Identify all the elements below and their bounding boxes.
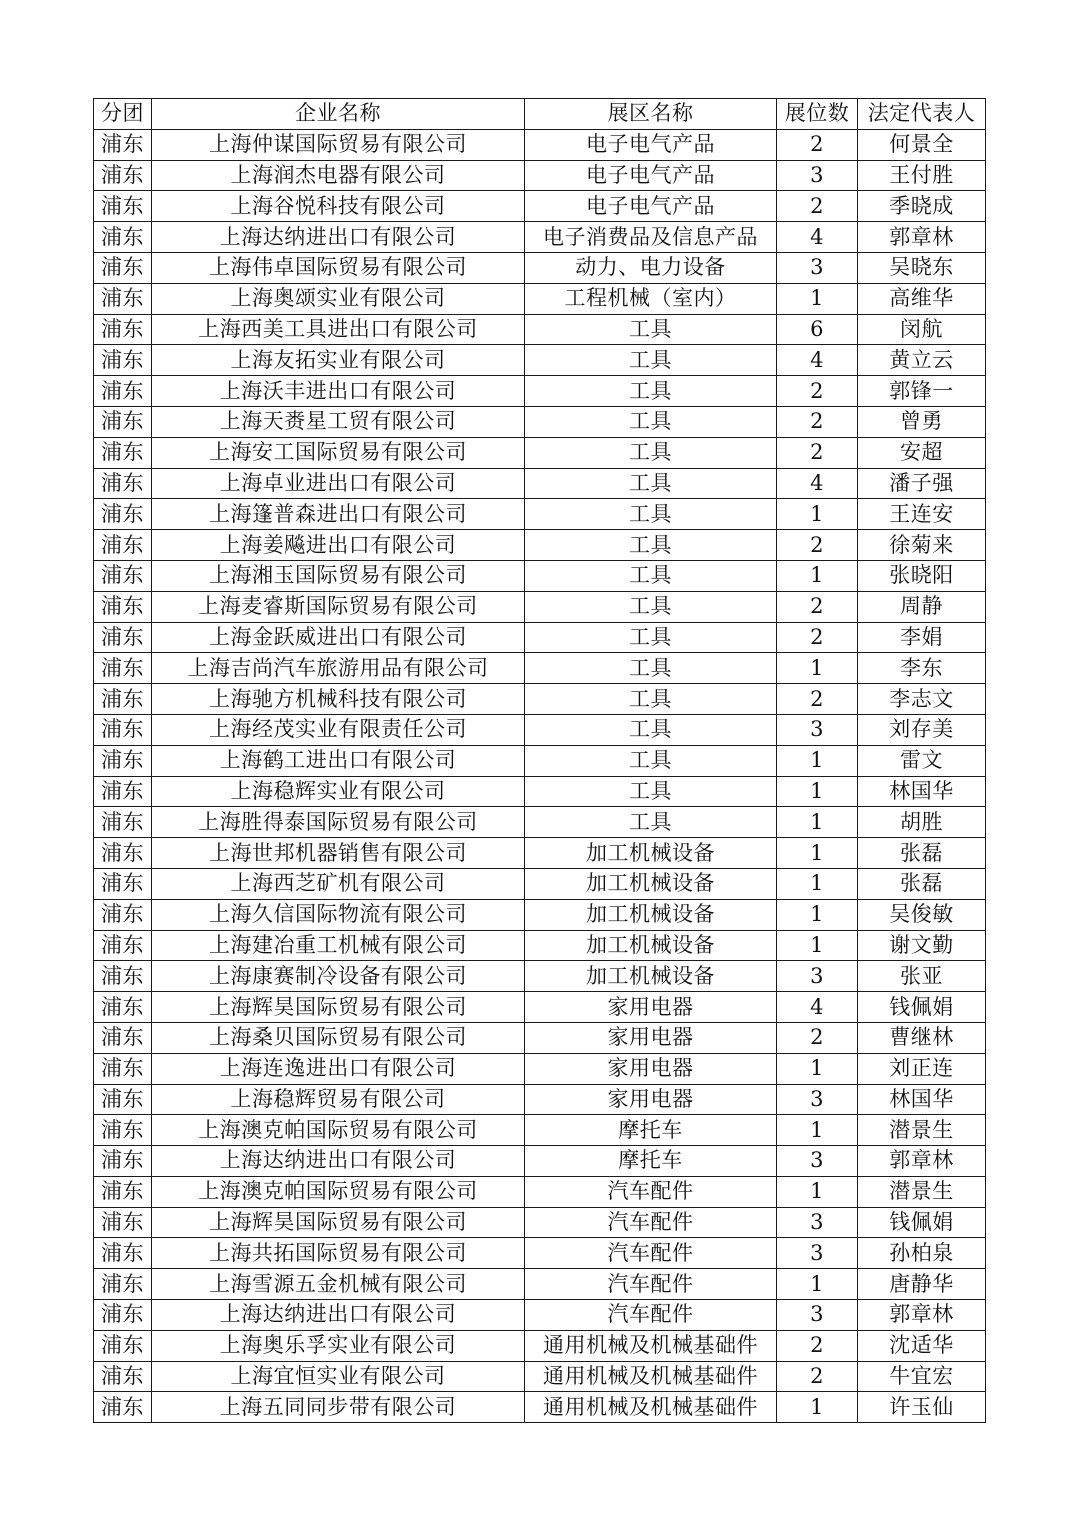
table-body <box>94 129 986 1422</box>
cell-rep: 许玉仙 <box>858 1392 986 1423</box>
cell-company: 上海友拓实业有限公司 <box>152 345 525 376</box>
cell-rep: 张磊 <box>858 868 986 899</box>
cell-company: 上海仲谋国际贸易有限公司 <box>152 129 525 160</box>
cell-company: 上海安工国际贸易有限公司 <box>152 437 525 468</box>
cell-company: 上海金跃威进出口有限公司 <box>152 622 525 653</box>
cell-company: 上海胜得泰国际贸易有限公司 <box>152 807 525 838</box>
header-group: 分团 <box>94 99 152 130</box>
cell-rep: 李娟 <box>858 622 986 653</box>
cell-company: 上海连逸进出口有限公司 <box>152 1053 525 1084</box>
cell-company: 上海湘玉国际贸易有限公司 <box>152 560 525 591</box>
cell-group: 浦东 <box>94 314 152 345</box>
cell-rep: 谢文勤 <box>858 930 986 961</box>
cell-company: 上海鹤工进出口有限公司 <box>152 745 525 776</box>
cell-rep: 闵航 <box>858 314 986 345</box>
cell-booths: 4 <box>777 992 858 1023</box>
cell-booths: 1 <box>777 1115 858 1146</box>
cell-rep: 钱佩娟 <box>858 992 986 1023</box>
cell-rep: 孙柏泉 <box>858 1238 986 1269</box>
cell-booths: 2 <box>777 376 858 407</box>
cell-rep: 潜景生 <box>858 1115 986 1146</box>
cell-group: 浦东 <box>94 1084 152 1115</box>
cell-rep: 郭锋一 <box>858 376 986 407</box>
table-row <box>94 622 986 653</box>
cell-booths: 3 <box>777 961 858 992</box>
table-row <box>94 222 986 253</box>
exhibitor-table <box>93 98 986 1423</box>
cell-group: 浦东 <box>94 345 152 376</box>
cell-rep: 黄立云 <box>858 345 986 376</box>
cell-rep: 潜景生 <box>858 1176 986 1207</box>
cell-zone: 汽车配件 <box>525 1176 777 1207</box>
cell-rep: 刘存美 <box>858 714 986 745</box>
cell-booths: 3 <box>777 714 858 745</box>
cell-group: 浦东 <box>94 714 152 745</box>
cell-group: 浦东 <box>94 560 152 591</box>
cell-zone: 工具 <box>525 807 777 838</box>
cell-company: 上海姜飚进出口有限公司 <box>152 530 525 561</box>
cell-zone: 工具 <box>525 499 777 530</box>
table-row <box>94 930 986 961</box>
cell-booths: 4 <box>777 345 858 376</box>
cell-zone: 工具 <box>525 560 777 591</box>
cell-booths: 2 <box>777 530 858 561</box>
cell-group: 浦东 <box>94 1269 152 1300</box>
cell-rep: 郭章林 <box>858 222 986 253</box>
cell-group: 浦东 <box>94 1361 152 1392</box>
cell-rep: 唐静华 <box>858 1269 986 1300</box>
cell-booths: 2 <box>777 1330 858 1361</box>
cell-group: 浦东 <box>94 191 152 222</box>
cell-group: 浦东 <box>94 1392 152 1423</box>
cell-zone: 工具 <box>525 745 777 776</box>
cell-rep: 高维华 <box>858 283 986 314</box>
cell-group: 浦东 <box>94 129 152 160</box>
cell-zone: 加工机械设备 <box>525 868 777 899</box>
table-row <box>94 1269 986 1300</box>
table-row <box>94 992 986 1023</box>
table-row <box>94 807 986 838</box>
cell-company: 上海篷普森进出口有限公司 <box>152 499 525 530</box>
cell-zone: 摩托车 <box>525 1115 777 1146</box>
cell-booths: 1 <box>777 899 858 930</box>
cell-group: 浦东 <box>94 1146 152 1177</box>
table-row <box>94 191 986 222</box>
table-row <box>94 406 986 437</box>
table-row <box>94 1084 986 1115</box>
table-row <box>94 591 986 622</box>
cell-booths: 2 <box>777 437 858 468</box>
table-row <box>94 1176 986 1207</box>
cell-zone: 工具 <box>525 714 777 745</box>
cell-booths: 2 <box>777 406 858 437</box>
table-row <box>94 838 986 869</box>
cell-zone: 家用电器 <box>525 1053 777 1084</box>
cell-rep: 李志文 <box>858 684 986 715</box>
cell-company: 上海世邦机器销售有限公司 <box>152 838 525 869</box>
cell-zone: 加工机械设备 <box>525 838 777 869</box>
table-row <box>94 776 986 807</box>
cell-group: 浦东 <box>94 1238 152 1269</box>
cell-booths: 1 <box>777 1269 858 1300</box>
cell-booths: 1 <box>777 807 858 838</box>
cell-group: 浦东 <box>94 283 152 314</box>
table-row <box>94 560 986 591</box>
cell-rep: 周静 <box>858 591 986 622</box>
cell-company: 上海润杰电器有限公司 <box>152 160 525 191</box>
table-row <box>94 437 986 468</box>
cell-rep: 牛宜宏 <box>858 1361 986 1392</box>
cell-group: 浦东 <box>94 992 152 1023</box>
cell-company: 上海康赛制冷设备有限公司 <box>152 961 525 992</box>
cell-zone: 工具 <box>525 591 777 622</box>
cell-booths: 1 <box>777 1176 858 1207</box>
cell-booths: 2 <box>777 129 858 160</box>
cell-booths: 4 <box>777 222 858 253</box>
cell-company: 上海达纳进出口有限公司 <box>152 1146 525 1177</box>
cell-rep: 胡胜 <box>858 807 986 838</box>
cell-rep: 季晓成 <box>858 191 986 222</box>
cell-group: 浦东 <box>94 1053 152 1084</box>
cell-zone: 工具 <box>525 406 777 437</box>
cell-booths: 1 <box>777 653 858 684</box>
cell-rep: 王连安 <box>858 499 986 530</box>
table-row <box>94 283 986 314</box>
header-company: 企业名称 <box>152 99 525 130</box>
cell-company: 上海久信国际物流有限公司 <box>152 899 525 930</box>
table-row <box>94 868 986 899</box>
cell-rep: 刘正连 <box>858 1053 986 1084</box>
cell-group: 浦东 <box>94 1022 152 1053</box>
cell-booths: 3 <box>777 160 858 191</box>
table-row <box>94 345 986 376</box>
cell-company: 上海西美工具进出口有限公司 <box>152 314 525 345</box>
cell-booths: 4 <box>777 468 858 499</box>
cell-zone: 工具 <box>525 776 777 807</box>
cell-company: 上海桑贝国际贸易有限公司 <box>152 1022 525 1053</box>
cell-rep: 安超 <box>858 437 986 468</box>
cell-zone: 动力、电力设备 <box>525 252 777 283</box>
cell-zone: 工具 <box>525 376 777 407</box>
cell-group: 浦东 <box>94 1330 152 1361</box>
table-row <box>94 1300 986 1331</box>
cell-booths: 1 <box>777 838 858 869</box>
cell-group: 浦东 <box>94 745 152 776</box>
cell-zone: 工具 <box>525 314 777 345</box>
cell-group: 浦东 <box>94 222 152 253</box>
cell-rep: 何景全 <box>858 129 986 160</box>
cell-rep: 沈适华 <box>858 1330 986 1361</box>
cell-booths: 1 <box>777 776 858 807</box>
table-row <box>94 1207 986 1238</box>
table-row <box>94 376 986 407</box>
cell-group: 浦东 <box>94 961 152 992</box>
header-booths: 展位数 <box>777 99 858 130</box>
table-row <box>94 129 986 160</box>
cell-group: 浦东 <box>94 838 152 869</box>
cell-booths: 3 <box>777 1084 858 1115</box>
cell-zone: 电子电气产品 <box>525 160 777 191</box>
cell-group: 浦东 <box>94 1176 152 1207</box>
cell-rep: 潘子强 <box>858 468 986 499</box>
cell-rep: 张磊 <box>858 838 986 869</box>
cell-booths: 3 <box>777 1207 858 1238</box>
cell-booths: 1 <box>777 745 858 776</box>
cell-zone: 加工机械设备 <box>525 961 777 992</box>
table-row <box>94 1022 986 1053</box>
cell-zone: 电子消费品及信息产品 <box>525 222 777 253</box>
cell-company: 上海澳克帕国际贸易有限公司 <box>152 1176 525 1207</box>
cell-group: 浦东 <box>94 868 152 899</box>
cell-rep: 曹继林 <box>858 1022 986 1053</box>
cell-zone: 工具 <box>525 345 777 376</box>
cell-company: 上海雪源五金机械有限公司 <box>152 1269 525 1300</box>
cell-rep: 雷文 <box>858 745 986 776</box>
cell-group: 浦东 <box>94 499 152 530</box>
cell-booths: 2 <box>777 191 858 222</box>
cell-zone: 加工机械设备 <box>525 930 777 961</box>
cell-zone: 加工机械设备 <box>525 899 777 930</box>
cell-group: 浦东 <box>94 1115 152 1146</box>
cell-group: 浦东 <box>94 1300 152 1331</box>
cell-group: 浦东 <box>94 376 152 407</box>
table-row <box>94 961 986 992</box>
cell-group: 浦东 <box>94 807 152 838</box>
header-rep: 法定代表人 <box>858 99 986 130</box>
cell-booths: 3 <box>777 1146 858 1177</box>
cell-company: 上海辉昊国际贸易有限公司 <box>152 992 525 1023</box>
cell-group: 浦东 <box>94 1207 152 1238</box>
cell-group: 浦东 <box>94 252 152 283</box>
cell-group: 浦东 <box>94 530 152 561</box>
cell-rep: 李东 <box>858 653 986 684</box>
cell-booths: 3 <box>777 1238 858 1269</box>
cell-zone: 工具 <box>525 530 777 561</box>
cell-booths: 1 <box>777 283 858 314</box>
cell-zone: 家用电器 <box>525 1022 777 1053</box>
cell-company: 上海卓业进出口有限公司 <box>152 468 525 499</box>
cell-booths: 1 <box>777 1053 858 1084</box>
cell-company: 上海麦睿斯国际贸易有限公司 <box>152 591 525 622</box>
cell-group: 浦东 <box>94 468 152 499</box>
cell-rep: 郭章林 <box>858 1300 986 1331</box>
table-row <box>94 1146 986 1177</box>
cell-company: 上海共拓国际贸易有限公司 <box>152 1238 525 1269</box>
cell-zone: 汽车配件 <box>525 1238 777 1269</box>
cell-company: 上海稳辉实业有限公司 <box>152 776 525 807</box>
cell-company: 上海沃丰进出口有限公司 <box>152 376 525 407</box>
cell-group: 浦东 <box>94 653 152 684</box>
cell-zone: 工具 <box>525 437 777 468</box>
cell-company: 上海达纳进出口有限公司 <box>152 222 525 253</box>
cell-company: 上海稳辉贸易有限公司 <box>152 1084 525 1115</box>
cell-company: 上海五同同步带有限公司 <box>152 1392 525 1423</box>
cell-company: 上海谷悦科技有限公司 <box>152 191 525 222</box>
cell-rep: 吴俊敏 <box>858 899 986 930</box>
cell-zone: 通用机械及机械基础件 <box>525 1361 777 1392</box>
cell-rep: 钱佩娟 <box>858 1207 986 1238</box>
cell-group: 浦东 <box>94 437 152 468</box>
cell-group: 浦东 <box>94 622 152 653</box>
table-row <box>94 1053 986 1084</box>
cell-zone: 汽车配件 <box>525 1300 777 1331</box>
table-row <box>94 1238 986 1269</box>
cell-company: 上海吉尚汽车旅游用品有限公司 <box>152 653 525 684</box>
cell-booths: 1 <box>777 930 858 961</box>
exhibitor-table-container <box>93 98 986 1423</box>
cell-zone: 通用机械及机械基础件 <box>525 1330 777 1361</box>
table-row <box>94 314 986 345</box>
cell-group: 浦东 <box>94 930 152 961</box>
table-row <box>94 499 986 530</box>
cell-zone: 工具 <box>525 622 777 653</box>
table-header <box>94 99 986 130</box>
cell-group: 浦东 <box>94 684 152 715</box>
header-zone: 展区名称 <box>525 99 777 130</box>
cell-rep: 林国华 <box>858 776 986 807</box>
cell-company: 上海伟卓国际贸易有限公司 <box>152 252 525 283</box>
cell-booths: 2 <box>777 591 858 622</box>
table-row <box>94 684 986 715</box>
table-row <box>94 1115 986 1146</box>
cell-company: 上海澳克帕国际贸易有限公司 <box>152 1115 525 1146</box>
cell-zone: 家用电器 <box>525 1084 777 1115</box>
table-row <box>94 714 986 745</box>
cell-booths: 1 <box>777 868 858 899</box>
cell-booths: 1 <box>777 1392 858 1423</box>
cell-rep: 张晓阳 <box>858 560 986 591</box>
cell-company: 上海奥颂实业有限公司 <box>152 283 525 314</box>
table-row <box>94 899 986 930</box>
cell-zone: 家用电器 <box>525 992 777 1023</box>
cell-booths: 2 <box>777 1361 858 1392</box>
cell-zone: 汽车配件 <box>525 1269 777 1300</box>
header-row <box>94 99 986 130</box>
cell-group: 浦东 <box>94 591 152 622</box>
cell-booths: 6 <box>777 314 858 345</box>
cell-booths: 3 <box>777 1300 858 1331</box>
table-row <box>94 745 986 776</box>
cell-booths: 1 <box>777 560 858 591</box>
cell-rep: 郭章林 <box>858 1146 986 1177</box>
cell-company: 上海西芝矿机有限公司 <box>152 868 525 899</box>
cell-rep: 林国华 <box>858 1084 986 1115</box>
cell-rep: 吴晓东 <box>858 252 986 283</box>
table-row <box>94 653 986 684</box>
cell-booths: 2 <box>777 1022 858 1053</box>
cell-zone: 汽车配件 <box>525 1207 777 1238</box>
cell-booths: 2 <box>777 684 858 715</box>
cell-zone: 电子电气产品 <box>525 129 777 160</box>
table-row <box>94 468 986 499</box>
cell-company: 上海奥乐孚实业有限公司 <box>152 1330 525 1361</box>
cell-group: 浦东 <box>94 406 152 437</box>
cell-company: 上海经茂实业有限责任公司 <box>152 714 525 745</box>
cell-company: 上海驰方机械科技有限公司 <box>152 684 525 715</box>
cell-rep: 徐菊来 <box>858 530 986 561</box>
cell-booths: 1 <box>777 499 858 530</box>
cell-group: 浦东 <box>94 776 152 807</box>
cell-booths: 2 <box>777 622 858 653</box>
cell-company: 上海天赉星工贸有限公司 <box>152 406 525 437</box>
table-row <box>94 252 986 283</box>
table-row <box>94 530 986 561</box>
cell-zone: 电子电气产品 <box>525 191 777 222</box>
cell-group: 浦东 <box>94 160 152 191</box>
cell-rep: 张亚 <box>858 961 986 992</box>
cell-zone: 摩托车 <box>525 1146 777 1177</box>
table-row <box>94 1392 986 1423</box>
cell-booths: 3 <box>777 252 858 283</box>
cell-rep: 王付胜 <box>858 160 986 191</box>
cell-company: 上海辉昊国际贸易有限公司 <box>152 1207 525 1238</box>
cell-company: 上海宜恒实业有限公司 <box>152 1361 525 1392</box>
cell-rep: 曾勇 <box>858 406 986 437</box>
cell-zone: 工具 <box>525 468 777 499</box>
table-row <box>94 160 986 191</box>
table-row <box>94 1330 986 1361</box>
cell-group: 浦东 <box>94 899 152 930</box>
cell-zone: 工具 <box>525 684 777 715</box>
table-row <box>94 1361 986 1392</box>
cell-zone: 通用机械及机械基础件 <box>525 1392 777 1423</box>
cell-company: 上海达纳进出口有限公司 <box>152 1300 525 1331</box>
cell-zone: 工具 <box>525 653 777 684</box>
cell-zone: 工程机械（室内） <box>525 283 777 314</box>
cell-company: 上海建冶重工机械有限公司 <box>152 930 525 961</box>
